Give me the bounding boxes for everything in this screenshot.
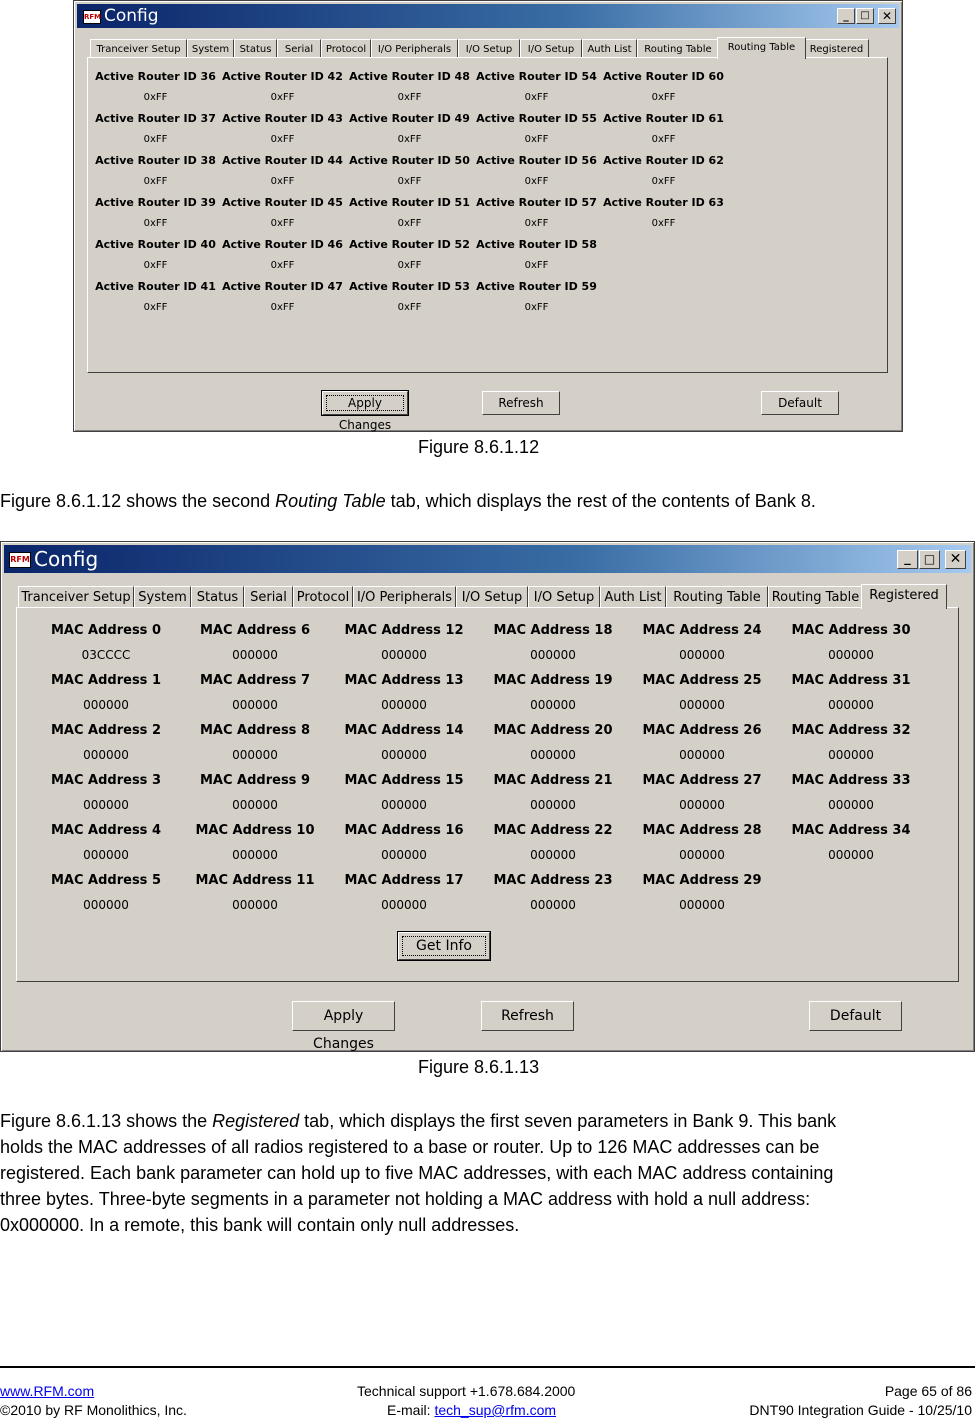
footer-email: [387, 1402, 556, 1418]
router-id-label: Active Router ID 61: [603, 112, 724, 125]
mac-address-value: 000000: [828, 698, 874, 712]
mac-address-label: MAC Address 22: [493, 823, 613, 838]
mac-address-label: MAC Address 9: [199, 773, 310, 788]
tab-status-2[interactable]: Status: [191, 586, 244, 608]
router-id-value: 0xFF: [143, 176, 168, 187]
mac-address-value: 000000: [679, 748, 725, 762]
maximize-button[interactable]: □: [856, 8, 874, 24]
config-window-registered: [0, 541, 975, 1052]
mac-address-value: 000000: [828, 798, 874, 812]
router-id-label: Active Router ID 60: [603, 70, 724, 83]
apply-changes-button[interactable]: [292, 1001, 395, 1052]
mac-address-label: MAC Address 3: [50, 773, 161, 788]
tab-i-o-peripherals-5[interactable]: I/O Peripherals: [353, 586, 456, 608]
apply-changes-label: Apply Changes: [313, 1008, 374, 1052]
router-id-label: Active Router ID 39: [95, 196, 216, 209]
router-id-value: 0xFF: [143, 92, 168, 103]
tab-system-1[interactable]: System: [134, 586, 191, 608]
router-id-value: 0xFF: [651, 134, 676, 145]
router-id-label: Active Router ID 47: [222, 280, 343, 293]
refresh-button[interactable]: [481, 1001, 574, 1031]
tab-i-o-setup-7[interactable]: I/O Setup: [520, 39, 582, 58]
mac-address-label: MAC Address 12: [344, 623, 464, 638]
refresh-button[interactable]: [482, 391, 560, 415]
mac-address-value: 000000: [232, 698, 278, 712]
router-id-label: Active Router ID 41: [95, 280, 216, 293]
router-id-label: Active Router ID 59: [476, 280, 597, 293]
router-id-label: Active Router ID 63: [603, 196, 724, 209]
rfm-app-icon: RFM: [83, 10, 101, 24]
tab-auth-list-8[interactable]: Auth List: [600, 586, 666, 608]
mac-address-value: 000000: [381, 848, 427, 862]
tab-registered-11[interactable]: Registered: [861, 584, 947, 609]
router-id-label: Active Router ID 42: [222, 70, 343, 83]
para2-text-a: Figure 8.6.1.13 shows the: [0, 1111, 213, 1131]
title-bar[interactable]: [77, 4, 899, 28]
mac-address-label: MAC Address 0: [50, 623, 161, 638]
router-id-label: Active Router ID 44: [222, 154, 343, 167]
footer-page-number: Page 65 of 86: [884, 1383, 972, 1399]
tab-i-o-peripherals-5[interactable]: I/O Peripherals: [371, 39, 458, 58]
para2-text-b: tab, which displays the first seven parameters in Bank 9. This bank: [299, 1111, 837, 1131]
window-title: Config: [104, 6, 159, 26]
mac-address-value: 000000: [381, 898, 427, 912]
router-id-value: 0xFF: [524, 134, 549, 145]
router-id-label: Active Router ID 45: [222, 196, 343, 209]
mac-address-value: 000000: [83, 848, 129, 862]
mac-address-value: 000000: [83, 698, 129, 712]
router-id-value: 0xFF: [524, 92, 549, 103]
mac-address-value: 03CCCC: [81, 648, 131, 662]
router-id-value: 0xFF: [270, 260, 295, 271]
email-link[interactable]: tech_sup@rfm.com: [434, 1402, 557, 1418]
mac-address-label: MAC Address 4: [50, 823, 161, 838]
tab-tranceiver-setup-0[interactable]: Tranceiver Setup: [90, 39, 187, 58]
apply-changes-button[interactable]: [322, 391, 408, 432]
tab-i-o-setup-7[interactable]: I/O Setup: [528, 586, 600, 608]
router-id-label: Active Router ID 37: [95, 112, 216, 125]
router-id-value: 0xFF: [143, 260, 168, 271]
mac-address-value: 000000: [381, 798, 427, 812]
router-id-value: 0xFF: [651, 92, 676, 103]
maximize-button[interactable]: □: [919, 550, 940, 569]
default-label: Default: [829, 1008, 882, 1024]
tab-panel: [16, 607, 959, 982]
figure-caption-2: Figure 8.6.1.13: [418, 1057, 540, 1077]
router-id-label: Active Router ID 36: [95, 70, 216, 83]
mac-address-label: MAC Address 27: [642, 773, 762, 788]
paragraph-1: [0, 488, 975, 514]
mac-address-label: MAC Address 21: [493, 773, 613, 788]
tab-serial-3[interactable]: Serial: [277, 39, 321, 58]
tab-serial-3[interactable]: Serial: [244, 586, 293, 608]
mac-address-label: MAC Address 23: [493, 873, 613, 888]
router-id-value: 0xFF: [397, 134, 422, 145]
router-id-value: 0xFF: [524, 176, 549, 187]
mac-address-label: MAC Address 16: [344, 823, 464, 838]
mac-address-value: 000000: [83, 748, 129, 762]
mac-address-value: 000000: [530, 748, 576, 762]
mac-address-value: 000000: [679, 648, 725, 662]
router-id-value: 0xFF: [397, 176, 422, 187]
mac-address-label: MAC Address 19: [493, 673, 613, 688]
router-id-label: Active Router ID 43: [222, 112, 343, 125]
refresh-label: Refresh: [501, 1008, 554, 1024]
default-button[interactable]: [809, 1001, 902, 1031]
mac-address-label: MAC Address 2: [50, 723, 161, 738]
router-id-value: 0xFF: [270, 134, 295, 145]
window-title: Config: [34, 547, 99, 571]
router-id-value: 0xFF: [524, 260, 549, 271]
tab-panel: [87, 57, 888, 373]
minimize-button[interactable]: _: [897, 550, 918, 569]
tab-routing-table-10[interactable]: Routing Table: [717, 37, 806, 59]
router-id-label: Active Router ID 46: [222, 238, 343, 251]
mac-address-label: MAC Address 18: [493, 623, 613, 638]
mac-address-value: 000000: [381, 698, 427, 712]
router-id-label: Active Router ID 53: [349, 280, 470, 293]
router-id-label: Active Router ID 38: [95, 154, 216, 167]
router-id-label: Active Router ID 56: [476, 154, 597, 167]
router-id-label: Active Router ID 62: [603, 154, 724, 167]
para2-italic: Registered: [212, 1111, 300, 1131]
para1-italic: Routing Table: [275, 491, 386, 511]
para2-line-2: holds the MAC addresses of all radios registered to a base or router. Up to 126 MAC addresses can be: [0, 1137, 820, 1157]
tab-auth-list-8[interactable]: Auth List: [582, 39, 637, 58]
apply-changes-label: Apply Changes: [338, 396, 392, 432]
router-id-value: 0xFF: [270, 92, 295, 103]
router-id-label: Active Router ID 55: [476, 112, 597, 125]
tab-status-2[interactable]: Status: [234, 39, 277, 58]
tab-routing-table-10[interactable]: Routing Table: [768, 586, 863, 608]
mac-address-label: MAC Address 1: [50, 673, 161, 688]
focus-rect: [402, 936, 486, 956]
mac-address-value: 000000: [232, 798, 278, 812]
router-id-value: 0xFF: [270, 176, 295, 187]
router-id-value: 0xFF: [651, 218, 676, 229]
default-button[interactable]: [761, 391, 839, 415]
close-button[interactable]: ✕: [945, 550, 966, 569]
paragraph-2: [0, 1108, 975, 1238]
mac-address-label: MAC Address 34: [791, 823, 911, 838]
mac-address-value: 000000: [232, 848, 278, 862]
router-id-value: 0xFF: [143, 218, 168, 229]
footer-website[interactable]: [0, 1383, 94, 1399]
tab-registered-11[interactable]: Registered: [804, 39, 869, 58]
focus-rect: [326, 395, 404, 411]
mac-address-label: MAC Address 8: [199, 723, 310, 738]
config-window-routing-table: [73, 0, 903, 432]
refresh-label: Refresh: [498, 396, 544, 410]
mac-address-value: 000000: [679, 698, 725, 712]
footer-support: Technical support +1.678.684.2000: [357, 1383, 576, 1399]
router-id-label: Active Router ID 54: [476, 70, 597, 83]
mac-address-label: MAC Address 11: [195, 873, 315, 888]
mac-address-value: 000000: [381, 648, 427, 662]
mac-address-value: 000000: [530, 648, 576, 662]
para2-line-3: registered. Each bank parameter can hold up to five MAC addresses, with each MAC address containing: [0, 1163, 834, 1183]
tab-routing-table-9[interactable]: Routing Table: [637, 39, 719, 58]
mac-address-label: MAC Address 20: [493, 723, 613, 738]
router-id-label: Active Router ID 49: [349, 112, 470, 125]
tab-protocol-4[interactable]: Protocol: [321, 39, 371, 58]
para2-line-1: [0, 1108, 975, 1134]
footer-copyright: ©2010 by RF Monolithics, Inc.: [0, 1402, 187, 1418]
router-id-value: 0xFF: [143, 134, 168, 145]
router-id-label: Active Router ID 40: [95, 238, 216, 251]
mac-address-value: 000000: [530, 898, 576, 912]
mac-address-label: MAC Address 33: [791, 773, 911, 788]
router-id-value: 0xFF: [270, 302, 295, 313]
mac-address-label: MAC Address 5: [50, 873, 161, 888]
router-id-value: 0xFF: [270, 218, 295, 229]
para1-text-a: Figure 8.6.1.12 shows the second: [0, 491, 276, 511]
router-id-label: Active Router ID 57: [476, 196, 597, 209]
mac-address-label: MAC Address 28: [642, 823, 762, 838]
mac-address-value: 000000: [83, 898, 129, 912]
tab-routing-table-9[interactable]: Routing Table: [666, 586, 768, 608]
mac-address-value: 000000: [679, 798, 725, 812]
mac-address-label: MAC Address 30: [791, 623, 911, 638]
get-info-button[interactable]: [398, 932, 490, 960]
mac-address-value: 000000: [83, 798, 129, 812]
mac-address-label: MAC Address 10: [195, 823, 315, 838]
mac-address-value: 000000: [679, 898, 725, 912]
router-id-value: 0xFF: [143, 302, 168, 313]
mac-address-value: 000000: [530, 798, 576, 812]
mac-address-value: 000000: [381, 748, 427, 762]
mac-address-label: MAC Address 25: [642, 673, 762, 688]
mac-address-label: MAC Address 13: [344, 673, 464, 688]
mac-address-label: MAC Address 6: [199, 623, 310, 638]
email-prefix: E-mail:: [387, 1402, 435, 1418]
figure-caption-1: Figure 8.6.1.12: [418, 437, 540, 457]
tab-system-1[interactable]: System: [187, 39, 234, 58]
mac-address-label: MAC Address 32: [791, 723, 911, 738]
mac-address-value: 000000: [232, 648, 278, 662]
mac-address-label: MAC Address 14: [344, 723, 464, 738]
website-link[interactable]: www.RFM.com: [0, 1383, 95, 1399]
close-button[interactable]: ✕: [878, 8, 896, 24]
router-id-label: Active Router ID 58: [476, 238, 597, 251]
router-id-value: 0xFF: [397, 218, 422, 229]
tab-i-o-setup-6[interactable]: I/O Setup: [458, 39, 520, 58]
mac-address-label: MAC Address 7: [199, 673, 310, 688]
mac-address-label: MAC Address 24: [642, 623, 762, 638]
tab-protocol-4[interactable]: Protocol: [293, 586, 353, 608]
router-id-label: Active Router ID 51: [349, 196, 470, 209]
router-id-value: 0xFF: [397, 260, 422, 271]
get-info-label: Get Info: [416, 938, 472, 954]
minimize-button[interactable]: _: [837, 8, 855, 24]
footer-rule: [0, 1366, 975, 1368]
tab-i-o-setup-6[interactable]: I/O Setup: [456, 586, 528, 608]
para2-line-4: three bytes. Three-byte segments in a parameter not holding a MAC address with hold a null address:: [0, 1189, 811, 1209]
mac-address-label: MAC Address 26: [642, 723, 762, 738]
router-id-value: 0xFF: [651, 176, 676, 187]
mac-address-label: MAC Address 29: [642, 873, 762, 888]
mac-address-label: MAC Address 17: [344, 873, 464, 888]
router-id-label: Active Router ID 50: [349, 154, 470, 167]
mac-address-label: MAC Address 31: [791, 673, 911, 688]
rfm-app-icon: RFM: [9, 552, 31, 568]
mac-address-label: MAC Address 15: [344, 773, 464, 788]
mac-address-value: 000000: [232, 748, 278, 762]
mac-address-value: 000000: [530, 698, 576, 712]
para2-line-5: 0x000000. In a remote, this bank will contain only null addresses.: [0, 1215, 520, 1235]
mac-address-value: 000000: [530, 848, 576, 862]
title-bar[interactable]: [4, 545, 971, 573]
mac-address-value: 000000: [679, 848, 725, 862]
default-label: Default: [778, 396, 822, 410]
router-id-value: 0xFF: [524, 302, 549, 313]
router-id-value: 0xFF: [397, 92, 422, 103]
mac-address-value: 000000: [232, 898, 278, 912]
router-id-label: Active Router ID 52: [349, 238, 470, 251]
mac-address-value: 000000: [828, 748, 874, 762]
router-id-value: 0xFF: [524, 218, 549, 229]
para1-text-b: tab, which displays the rest of the contents of Bank 8.: [385, 491, 816, 511]
tab-tranceiver-setup-0[interactable]: Tranceiver Setup: [18, 586, 134, 608]
footer-guide-title: DNT90 Integration Guide - 10/25/10: [749, 1402, 972, 1418]
router-id-label: Active Router ID 48: [349, 70, 470, 83]
mac-address-value: 000000: [828, 648, 874, 662]
router-id-value: 0xFF: [397, 302, 422, 313]
mac-address-value: 000000: [828, 848, 874, 862]
